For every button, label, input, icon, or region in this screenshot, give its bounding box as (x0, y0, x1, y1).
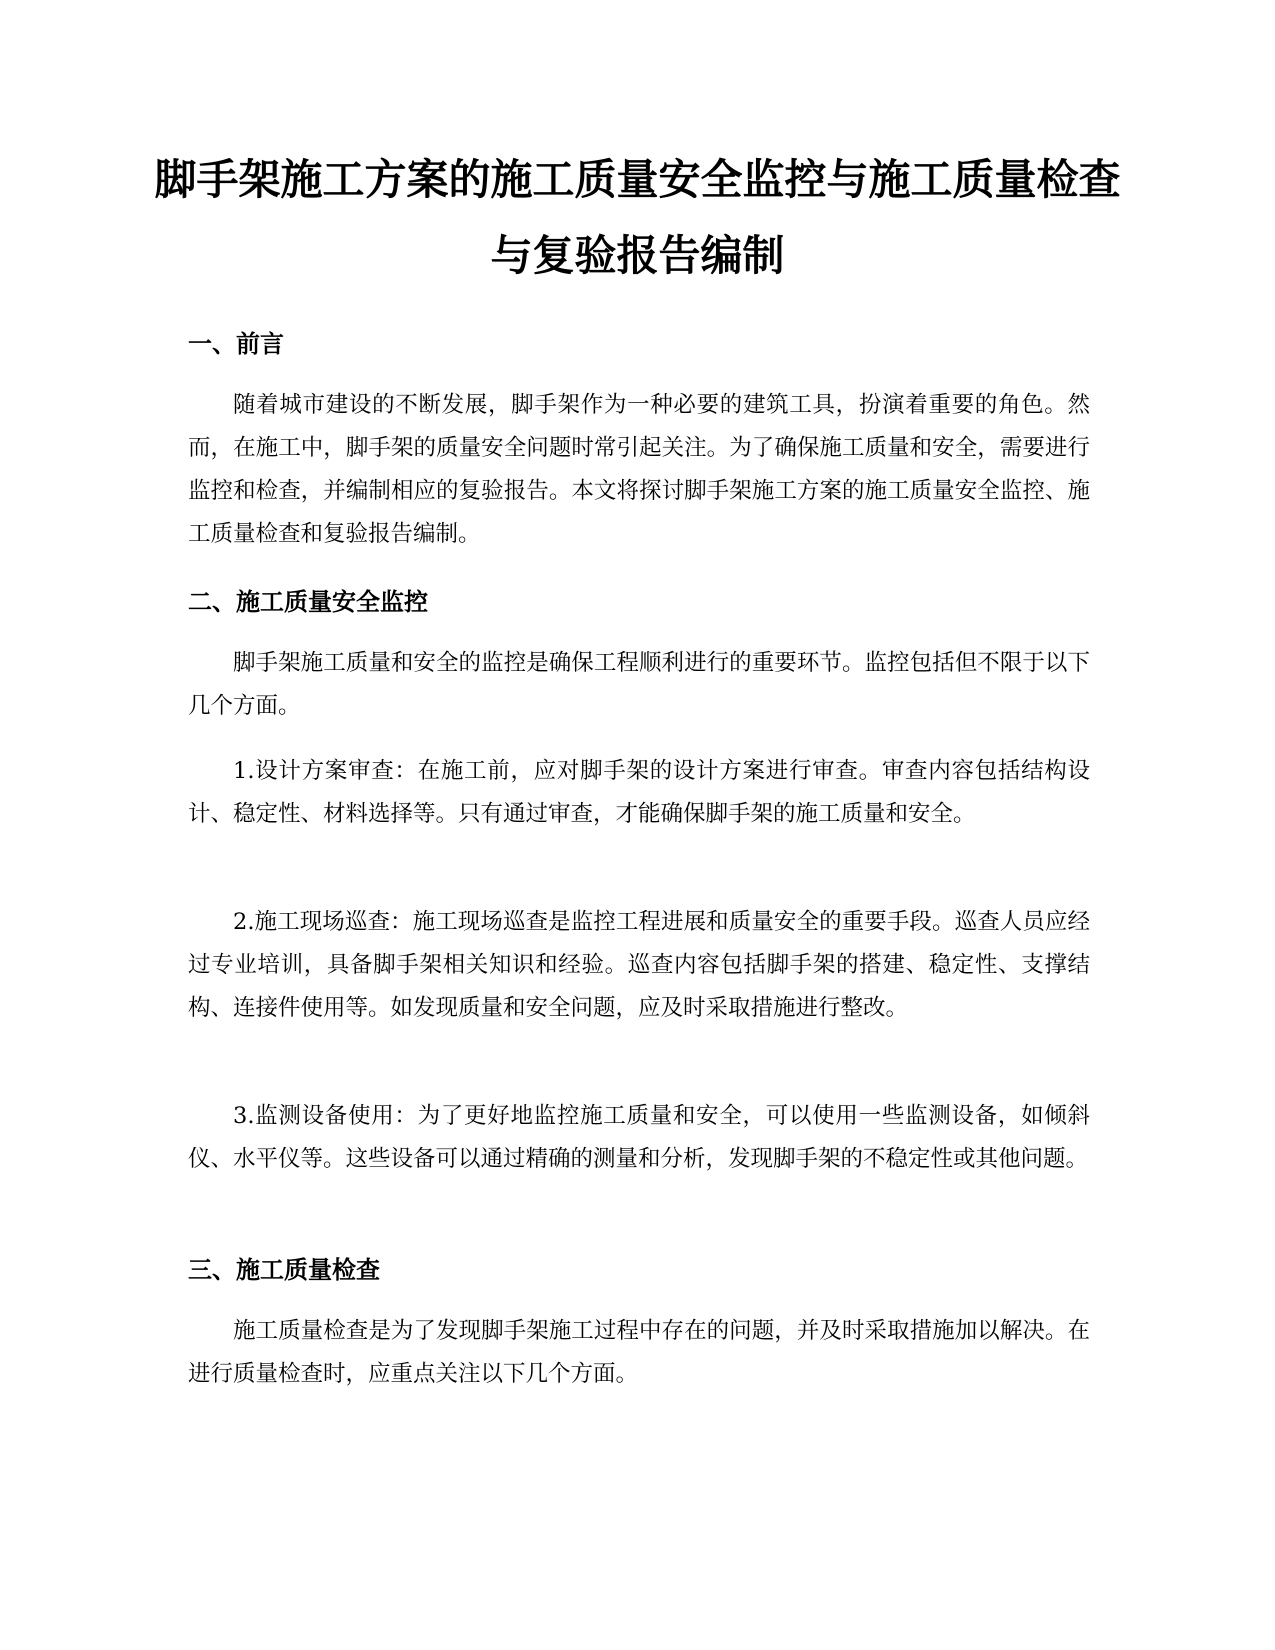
section-heading-quality-inspection: 三、施工质量检查 (188, 1256, 380, 1284)
paragraph: 随着城市建设的不断发展，脚手架作为一种必要的建筑工具，扮演着重要的角色。然而，在施工中，脚手架的质量安全问题时常引起关注。为了确保施工质量和安全，需要进行监控和检查，并编制相应的复验报告。本文将探讨脚手架施工方案的施工质量安全监控、施工质量检查和复验报告编制。 (188, 392, 1090, 547)
document-title: 脚手架施工方案的施工质量安全监控与施工质量检查与复验报告编制 (154, 155, 1121, 280)
section-heading-preface: 一、前言 (188, 330, 284, 358)
list-item-paragraph: 3.监测设备使用：为了更好地监控施工质量和安全，可以使用一些监测设备，如倾斜仪、水平仪等。这些设备可以通过精确的测量和分析，发现脚手架的不稳定性或其他问题。 (188, 1103, 1090, 1172)
paragraph: 脚手架施工质量和安全的监控是确保工程顺利进行的重要环节。监控包括但不限于以下几个方面。 (188, 650, 1090, 719)
list-item-paragraph: 1.设计方案审查：在施工前，应对脚手架的设计方案进行审查。审查内容包括结构设计、稳定性、材料选择等。只有通过审查，才能确保脚手架的施工质量和安全。 (188, 758, 1090, 827)
paragraph: 施工质量检查是为了发现脚手架施工过程中存在的问题，并及时采取措施加以解决。在进行质量检查时，应重点关注以下几个方面。 (188, 1318, 1090, 1387)
list-item-paragraph: 2.施工现场巡查：施工现场巡查是监控工程进展和质量安全的重要手段。巡查人员应经过专业培训，具备脚手架相关知识和经验。巡查内容包括脚手架的搭建、稳定性、支撑结构、连接件使用等。如发现质量和安全问题，应及时采取措施进行整改。 (188, 909, 1090, 1021)
section-heading-quality-safety-monitoring: 二、施工质量安全监控 (188, 588, 428, 616)
